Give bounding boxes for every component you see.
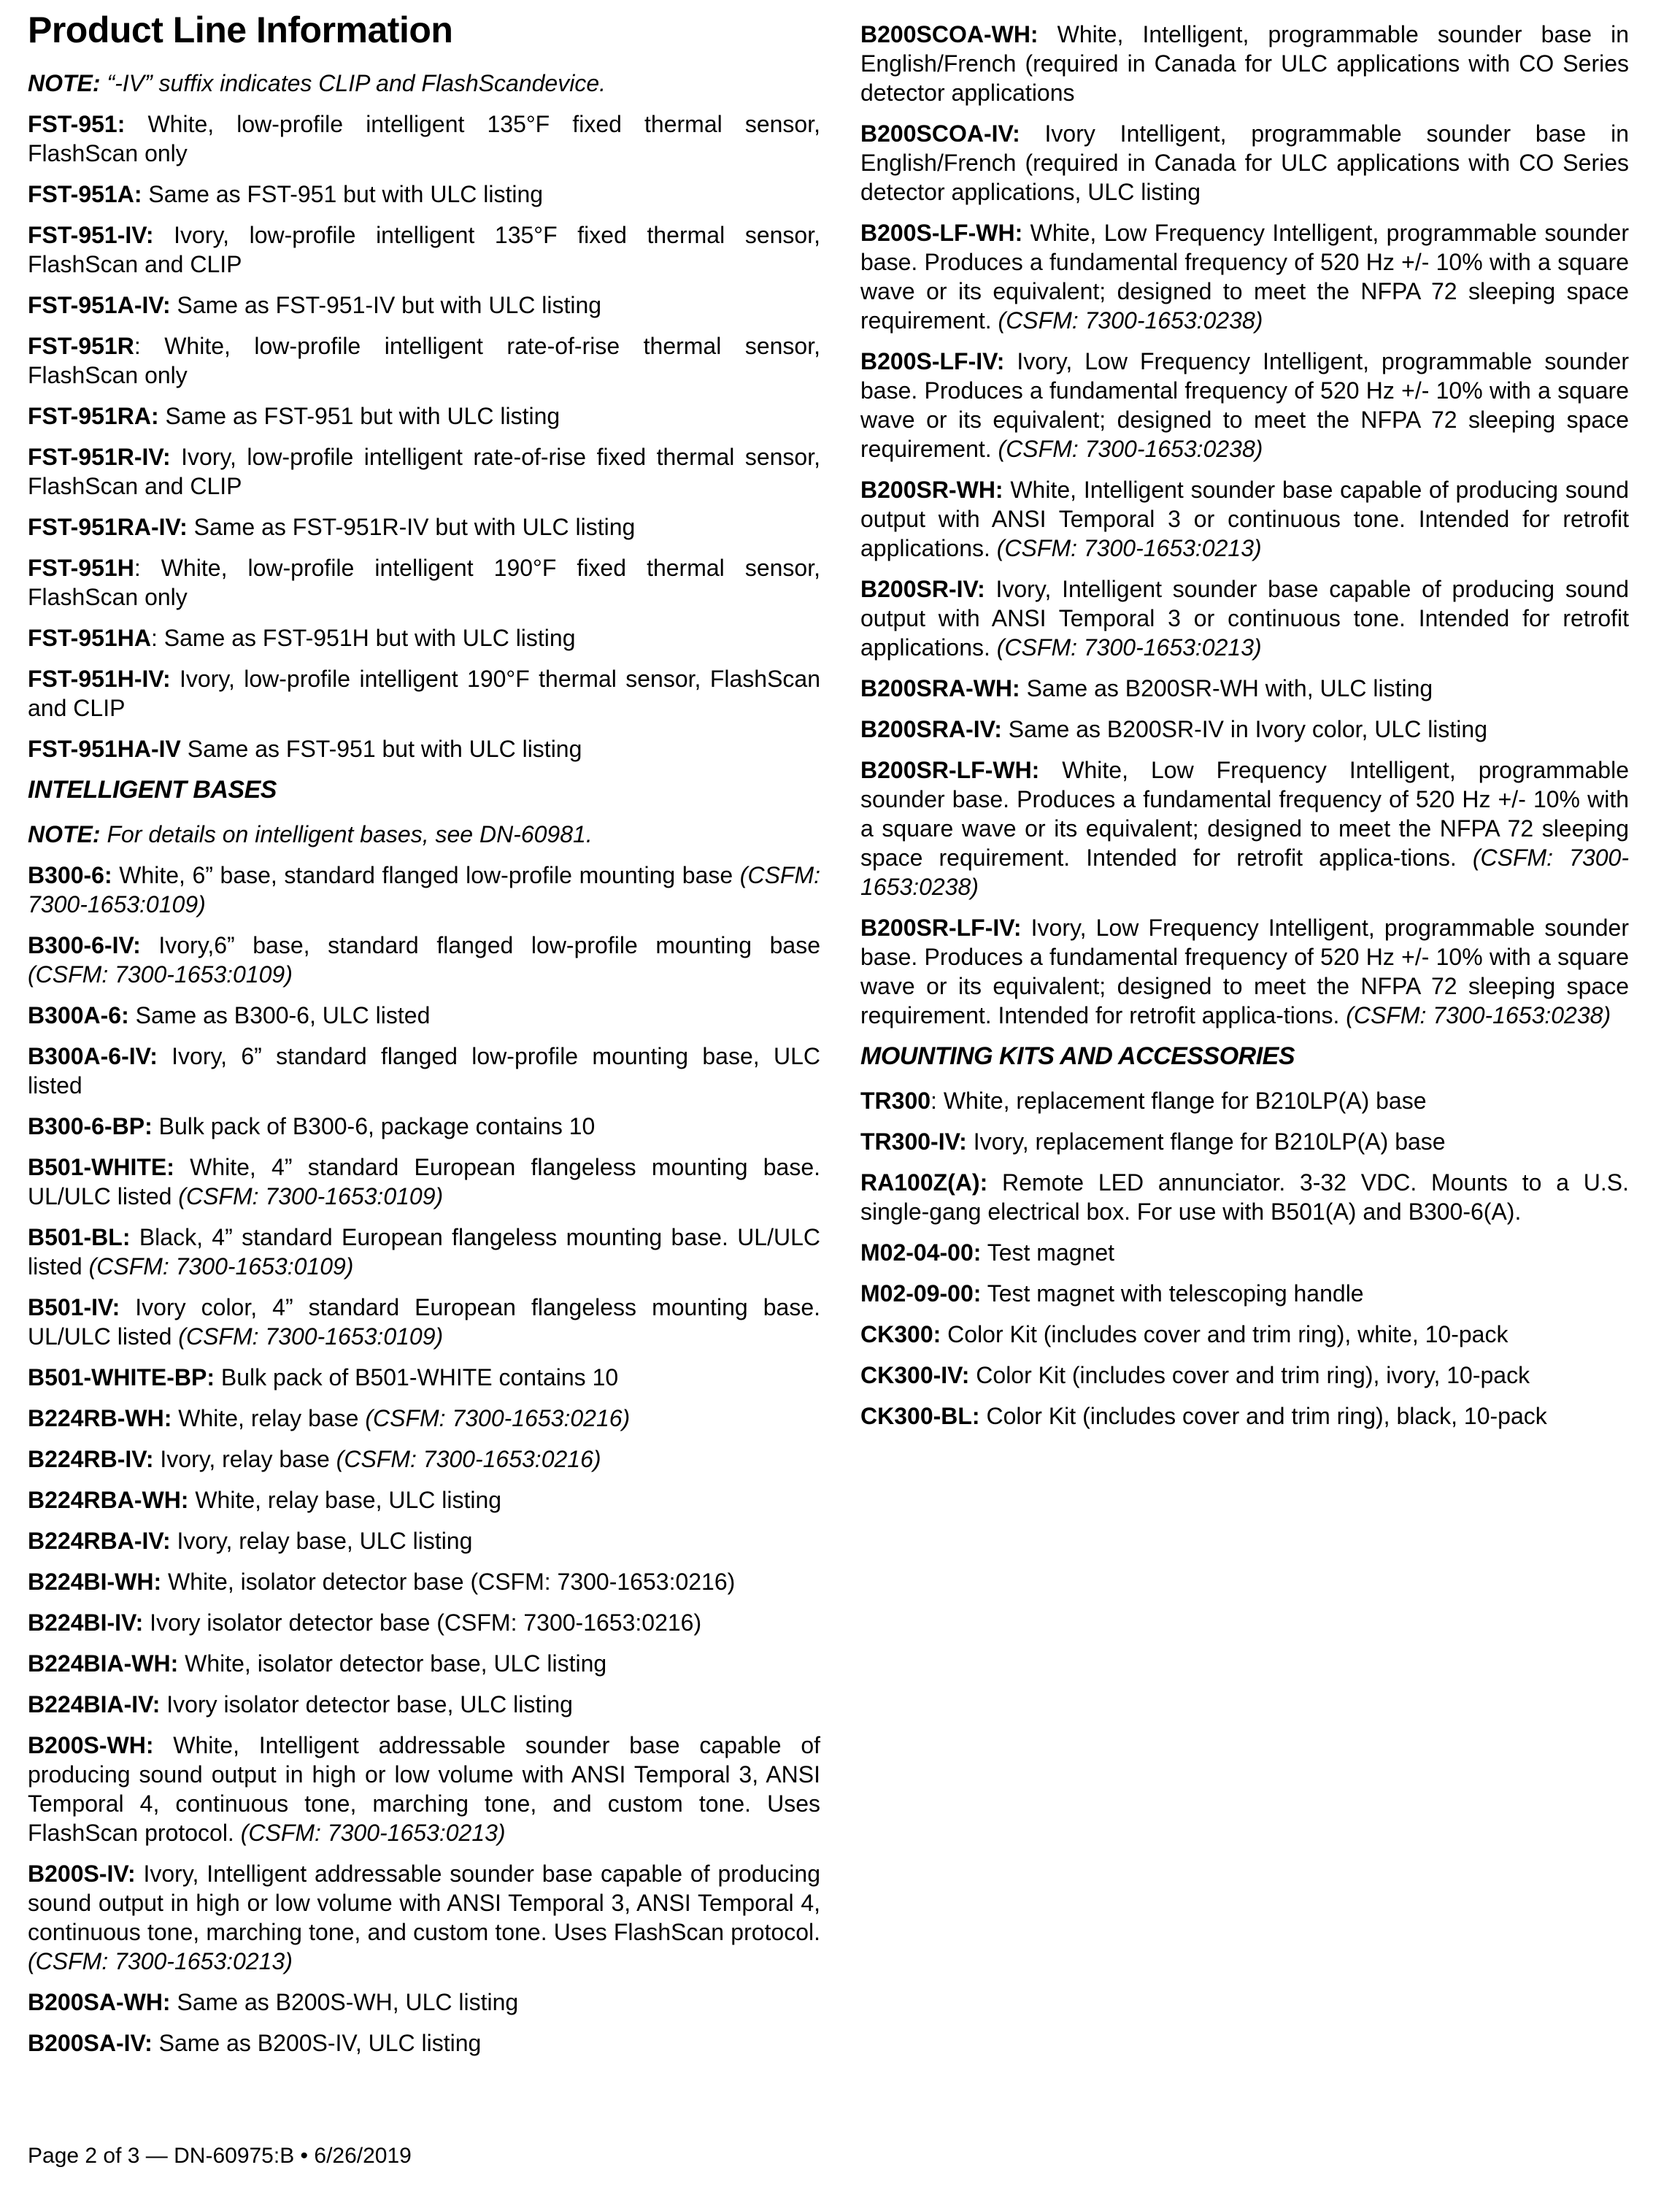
product-code: RA100Z(A): bbox=[860, 1169, 988, 1196]
left-column bbox=[28, 10, 820, 2069]
entry-B200SRA-IV bbox=[860, 715, 1629, 744]
entry-B224RB-IV bbox=[28, 1444, 820, 1474]
entry-FST-951-IV bbox=[28, 220, 820, 279]
product-code: TR300-IV: bbox=[860, 1128, 967, 1155]
product-code: B200S-IV: bbox=[28, 1860, 136, 1887]
note-text bbox=[28, 69, 820, 98]
text-run: MOUNTING KITS AND ACCESSORIES bbox=[860, 1042, 1295, 1070]
text-run: Same as B200SR-IV in Ivory color, ULC listing bbox=[1001, 716, 1487, 742]
text-run: “-IV” suffix indicates CLIP and FlashScandevice. bbox=[107, 70, 606, 96]
text-run: Ivory, Intelligent addressable sounder base capable of producing sound output in high or low volume with ANSI Temporal 3, ANSI Temporal 4, continuous tone, marching tone, and custom tone. Uses FlashScan protocol. bbox=[28, 1860, 820, 1945]
text-run: (CSFM: 7300-1653:0213) bbox=[28, 1947, 293, 1974]
product-code: B200S-LF-IV: bbox=[860, 348, 1005, 374]
entry-B200S-IV bbox=[28, 1859, 820, 1976]
product-code: FST-951H-IV: bbox=[28, 666, 171, 692]
product-code: B501-WHITE-BP: bbox=[28, 1363, 215, 1390]
text-run: Same as B200S-IV, ULC listing bbox=[152, 2029, 482, 2056]
note-text bbox=[28, 820, 820, 849]
text-run: Ivory, low-profile intelligent rate-of-rise fixed thermal sensor, FlashScan and CLIP bbox=[28, 444, 820, 499]
text-run: (CSFM: 7300-1653:0213) bbox=[996, 535, 1262, 561]
text-run: Same as FST-951 but with ULC listing bbox=[158, 403, 560, 429]
entry-B200SR-LF-WH bbox=[860, 755, 1629, 901]
section-heading bbox=[860, 1042, 1629, 1072]
text-run: White, isolator detector base (CSFM: 7300-1653:0216) bbox=[161, 1568, 736, 1595]
product-code: FST-951R-IV: bbox=[28, 444, 171, 470]
text-run: White, Intelligent, programmable sounder base in English/French (required in Canada for ULC applications with CO Series detector applications bbox=[860, 21, 1629, 106]
page-title: Product Line Information bbox=[28, 9, 453, 50]
text-run: White, low-profile intelligent 135°F fixed thermal sensor, FlashScan only bbox=[28, 111, 820, 166]
product-code: B200SRA-IV: bbox=[860, 716, 1002, 742]
text-run: : White, replacement flange for B210LP(A) base bbox=[930, 1087, 1427, 1114]
product-code: B200S-WH: bbox=[28, 1731, 154, 1758]
entry-CK300-IV bbox=[860, 1361, 1629, 1390]
two-column-layout bbox=[28, 10, 1680, 2069]
text-run: Ivory color, 4” standard European flangeless mounting base. UL/ULC listed bbox=[28, 1293, 820, 1350]
product-code: FST-951HA-IV bbox=[28, 736, 181, 762]
product-code: B200SR-IV: bbox=[860, 576, 985, 602]
product-code: NOTE: bbox=[28, 820, 107, 847]
text-run: White, 4” standard European flangeless mounting base. UL/ULC listed bbox=[28, 1153, 820, 1209]
text-run: : Same as FST-951H but with ULC listing bbox=[150, 625, 576, 651]
text-run: Bulk pack of B501-WHITE contains 10 bbox=[215, 1363, 619, 1390]
text-run: Color Kit (includes cover and trim ring), black, 10-pack bbox=[979, 1402, 1547, 1429]
product-code: CK300: bbox=[860, 1320, 941, 1347]
text-run: White, Intelligent addressable sounder base capable of producing sound output in high or low volume with ANSI Temporal 3, ANSI Temporal 4, continuous tone, marching tone, and custom tone. Uses FlashScan protocol. bbox=[28, 1731, 820, 1846]
entry-B200SR-WH bbox=[860, 475, 1629, 563]
entry-TR300 bbox=[860, 1086, 1629, 1115]
entry-M02-04-00 bbox=[860, 1238, 1629, 1267]
text-run: Ivory, low-profile intelligent 135°F fixed thermal sensor, FlashScan and CLIP bbox=[28, 222, 820, 277]
text-run: Ivory,6” base, standard flanged low-profile mounting base bbox=[140, 931, 820, 958]
text-run: (CSFM: 7300-1653:0238) bbox=[860, 845, 1630, 900]
product-code: B501-IV: bbox=[28, 1293, 120, 1320]
product-code: B300-6-BP: bbox=[28, 1112, 153, 1139]
entry-B224BI-WH bbox=[28, 1567, 820, 1596]
product-code: B200SR-LF-WH: bbox=[860, 757, 1040, 783]
product-code: M02-09-00: bbox=[860, 1280, 982, 1307]
text-run: White, Low Frequency Intelligent, programmable sounder base. Produces a fundamental frequency of 520 Hz +/- 10% with a square wave or its equivalent; designed to meet the NFPA 72 sleeping space requirement. Intended for retrofit applica-tions. bbox=[860, 757, 1629, 871]
text-run: (CSFM: 7300-1653:0216) bbox=[336, 1445, 601, 1472]
entry-B200S-LF-WH bbox=[860, 218, 1629, 335]
text-run: Color Kit (includes cover and trim ring), white, 10-pack bbox=[941, 1320, 1508, 1347]
entry-FST-951A-IV bbox=[28, 291, 820, 320]
product-code: FST-951RA-IV: bbox=[28, 514, 188, 540]
entry-FST-951R bbox=[28, 331, 820, 390]
text-run: Same as FST-951 but with ULC listing bbox=[142, 181, 544, 207]
text-run: Same as B200S-WH, ULC listing bbox=[170, 1988, 519, 2015]
text-run: Same as B300-6, ULC listed bbox=[128, 1001, 431, 1028]
text-run: For details on intelligent bases, see DN-60981. bbox=[107, 820, 593, 847]
entry-B224BIA-WH bbox=[28, 1649, 820, 1678]
entry-M02-09-00 bbox=[860, 1279, 1629, 1308]
product-code: B200SA-WH: bbox=[28, 1988, 171, 2015]
text-run: Bulk pack of B300-6, package contains 10 bbox=[152, 1112, 596, 1139]
product-code: FST-951HA bbox=[28, 625, 151, 651]
text-run: White, relay base bbox=[172, 1404, 366, 1431]
product-code: M02-04-00: bbox=[860, 1239, 982, 1266]
product-code: NOTE: bbox=[28, 70, 107, 96]
text-run: Color Kit (includes cover and trim ring), ivory, 10-pack bbox=[969, 1361, 1530, 1388]
product-code: B300A-6-IV: bbox=[28, 1042, 158, 1069]
entry-B200SR-LF-IV bbox=[860, 913, 1629, 1030]
product-code: B200SA-IV: bbox=[28, 2029, 153, 2056]
text-run: Ivory isolator detector base, ULC listing bbox=[160, 1690, 573, 1717]
product-code: B224RBA-IV: bbox=[28, 1527, 171, 1554]
text-run: (CSFM: 7300-1653:0213) bbox=[996, 634, 1262, 661]
text-run: Ivory isolator detector base (CSFM: 7300-1653:0216) bbox=[143, 1609, 702, 1636]
product-code: B224RB-IV: bbox=[28, 1445, 154, 1472]
entry-FST-951RA bbox=[28, 401, 820, 431]
entry-FST-951HA-IV bbox=[28, 734, 820, 763]
entry-B501-BL bbox=[28, 1223, 820, 1281]
entry-RA100Z(A) bbox=[860, 1168, 1629, 1226]
entry-B200S-WH bbox=[28, 1731, 820, 1847]
product-code: B200SCOA-IV: bbox=[860, 120, 1020, 147]
entry-B224BIA-IV bbox=[28, 1690, 820, 1719]
text-run: Ivory, replacement flange for B210LP(A) base bbox=[966, 1128, 1446, 1155]
entry-CK300 bbox=[860, 1320, 1629, 1349]
entry-B200SCOA-IV bbox=[860, 119, 1629, 207]
entry-B501-WHITE bbox=[28, 1153, 820, 1211]
text-run: (CSFM: 7300-1653:0238) bbox=[998, 436, 1263, 462]
entry-FST-951 bbox=[28, 109, 820, 168]
entry-B200SA-WH bbox=[28, 1988, 820, 2017]
product-code: B200SR-LF-IV: bbox=[860, 915, 1022, 941]
text-run: Ivory, relay base bbox=[153, 1445, 336, 1472]
text-run: White, Low Frequency Intelligent, programmable sounder base. Produces a fundamental frequency of 520 Hz +/- 10% with a square wave or its equivalent; designed to meet the NFPA 72 sleeping space requirement. bbox=[860, 220, 1629, 334]
product-code: B224RB-WH: bbox=[28, 1404, 172, 1431]
entry-FST-951H bbox=[28, 553, 820, 612]
product-code: B300-6-IV: bbox=[28, 931, 141, 958]
text-run: Test magnet bbox=[981, 1239, 1115, 1266]
entry-FST-951R-IV bbox=[28, 442, 820, 501]
product-code: FST-951-IV: bbox=[28, 222, 154, 248]
entry-CK300-BL bbox=[860, 1401, 1629, 1431]
product-code: FST-951H bbox=[28, 555, 134, 581]
product-code: CK300-IV: bbox=[860, 1361, 970, 1388]
product-code: TR300 bbox=[860, 1087, 931, 1114]
entry-B200SA-IV bbox=[28, 2028, 820, 2058]
text-run: Ivory, low-profile intelligent 190°F thermal sensor, FlashScan and CLIP bbox=[28, 666, 820, 721]
text-run: : White, low-profile intelligent 190°F fixed thermal sensor, FlashScan only bbox=[28, 555, 820, 610]
entry-FST-951A bbox=[28, 180, 820, 209]
text-run: Test magnet with telescoping handle bbox=[981, 1280, 1364, 1307]
product-code: B300A-6: bbox=[28, 1001, 129, 1028]
text-run: Same as FST-951 but with ULC listing bbox=[180, 736, 582, 762]
product-code: FST-951RA: bbox=[28, 403, 159, 429]
text-run: Ivory Intelligent, programmable sounder base in English/French (required in Canada for ULC applications with CO Series detector applications, ULC listing bbox=[860, 120, 1629, 205]
product-code: B300-6: bbox=[28, 861, 112, 888]
entry-B200SRA-WH bbox=[860, 674, 1629, 703]
product-code: B224BIA-WH: bbox=[28, 1650, 179, 1677]
text-run: (CSFM: 7300-1653:0109) bbox=[28, 961, 293, 988]
entry-B200S-LF-IV bbox=[860, 347, 1629, 463]
text-run: (CSFM: 7300-1653:0238) bbox=[1346, 1002, 1611, 1028]
right-column bbox=[860, 10, 1629, 1442]
text-run: Black, 4” standard European flangeless mounting base. UL/ULC listed bbox=[28, 1223, 820, 1280]
entry-B300A-6 bbox=[28, 1001, 820, 1030]
text-run: Remote LED annunciator. 3-32 VDC. Mounts to a U.S. single-gang electrical box. For use with B501(A) and B300-6(A). bbox=[860, 1169, 1629, 1225]
product-code: CK300-BL: bbox=[860, 1402, 980, 1429]
section-heading bbox=[28, 775, 820, 805]
entry-B224BI-IV bbox=[28, 1608, 820, 1637]
product-code: B224BI-IV: bbox=[28, 1609, 144, 1636]
entry-B200SR-IV bbox=[860, 574, 1629, 662]
text-run: (CSFM: 7300-1653:0109) bbox=[28, 861, 820, 917]
entry-FST-951HA bbox=[28, 623, 820, 653]
text-run: (CSFM: 7300-1653:0238) bbox=[998, 307, 1263, 334]
entry-FST-951RA-IV bbox=[28, 512, 820, 542]
text-run: Ivory, Low Frequency Intelligent, programmable sounder base. Produces a fundamental frequency of 520 Hz +/- 10% with a square wave or its equivalent; designed to meet the NFPA 72 sleeping space requirement. Intended for retrofit applica-tions. bbox=[860, 915, 1629, 1028]
text-run: Ivory, 6” standard flanged low-profile mounting base, ULC listed bbox=[28, 1042, 820, 1099]
entry-TR300-IV bbox=[860, 1127, 1629, 1156]
text-run: (CSFM: 7300-1653:0109) bbox=[178, 1323, 444, 1350]
product-code: B200SRA-WH: bbox=[860, 675, 1020, 701]
text-run: Ivory, relay base, ULC listing bbox=[170, 1527, 473, 1554]
entry-B224RBA-WH bbox=[28, 1485, 820, 1515]
entry-B224RB-WH bbox=[28, 1404, 820, 1433]
page-footer: Page 2 of 3 — DN-60975:B • 6/26/2019 bbox=[28, 2144, 412, 2168]
text-run: : White, low-profile intelligent rate-of-rise thermal sensor, FlashScan only bbox=[28, 333, 820, 388]
entry-B300-6-BP bbox=[28, 1112, 820, 1141]
product-code: B200SCOA-WH: bbox=[860, 21, 1039, 47]
product-code: B224RBA-WH: bbox=[28, 1486, 189, 1513]
product-code: FST-951: bbox=[28, 111, 126, 137]
text-run: Ivory, Intelligent sounder base capable of producing sound output with ANSI Temporal 3 or continuous tone. Intended for retrofit applications. bbox=[860, 576, 1629, 661]
text-run: Ivory, Low Frequency Intelligent, programmable sounder base. Produces a fundamental frequency of 520 Hz +/- 10% with a square wave or its equivalent; designed to meet the NFPA 72 sleeping space requirement. bbox=[860, 348, 1629, 462]
product-code: B224BIA-IV: bbox=[28, 1690, 161, 1717]
text-run: White, Intelligent sounder base capable of producing sound output with ANSI Temporal 3 or continuous tone. Intended for retrofit applications. bbox=[860, 477, 1629, 561]
text-run: Same as FST-951-IV but with ULC listing bbox=[170, 292, 602, 318]
text-run: Same as B200SR-WH with, ULC listing bbox=[1020, 675, 1433, 701]
entry-FST-951H-IV bbox=[28, 664, 820, 723]
text-run: (CSFM: 7300-1653:0109) bbox=[88, 1253, 354, 1280]
entry-B501-IV bbox=[28, 1293, 820, 1351]
product-code: B501-WHITE: bbox=[28, 1153, 174, 1180]
text-run: White, isolator detector base, ULC listing bbox=[178, 1650, 607, 1677]
text-run: White, relay base, ULC listing bbox=[188, 1486, 502, 1513]
text-run: INTELLIGENT BASES bbox=[28, 776, 277, 804]
product-code: FST-951A-IV: bbox=[28, 292, 171, 318]
text-run: White, 6” base, standard flanged low-profile mounting base bbox=[112, 861, 740, 888]
text-run: (CSFM: 7300-1653:0213) bbox=[240, 1819, 506, 1846]
entry-B300-6 bbox=[28, 861, 820, 919]
product-code: B224BI-WH: bbox=[28, 1568, 162, 1595]
text-run: (CSFM: 7300-1653:0109) bbox=[178, 1182, 444, 1209]
product-code: B200SR-WH: bbox=[860, 477, 1003, 503]
text-run: Same as FST-951R-IV but with ULC listing bbox=[187, 514, 636, 540]
text-run: (CSFM: 7300-1653:0216) bbox=[365, 1404, 631, 1431]
product-code: B200S-LF-WH: bbox=[860, 220, 1023, 246]
entry-B300-6-IV bbox=[28, 931, 820, 989]
product-code: FST-951A: bbox=[28, 181, 142, 207]
entry-B501-WHITE-BP bbox=[28, 1363, 820, 1392]
entry-B200SCOA-WH bbox=[860, 20, 1629, 107]
entry-B224RBA-IV bbox=[28, 1526, 820, 1555]
entry-B300A-6-IV bbox=[28, 1042, 820, 1100]
product-code: B501-BL: bbox=[28, 1223, 131, 1250]
product-code: FST-951R bbox=[28, 333, 134, 359]
